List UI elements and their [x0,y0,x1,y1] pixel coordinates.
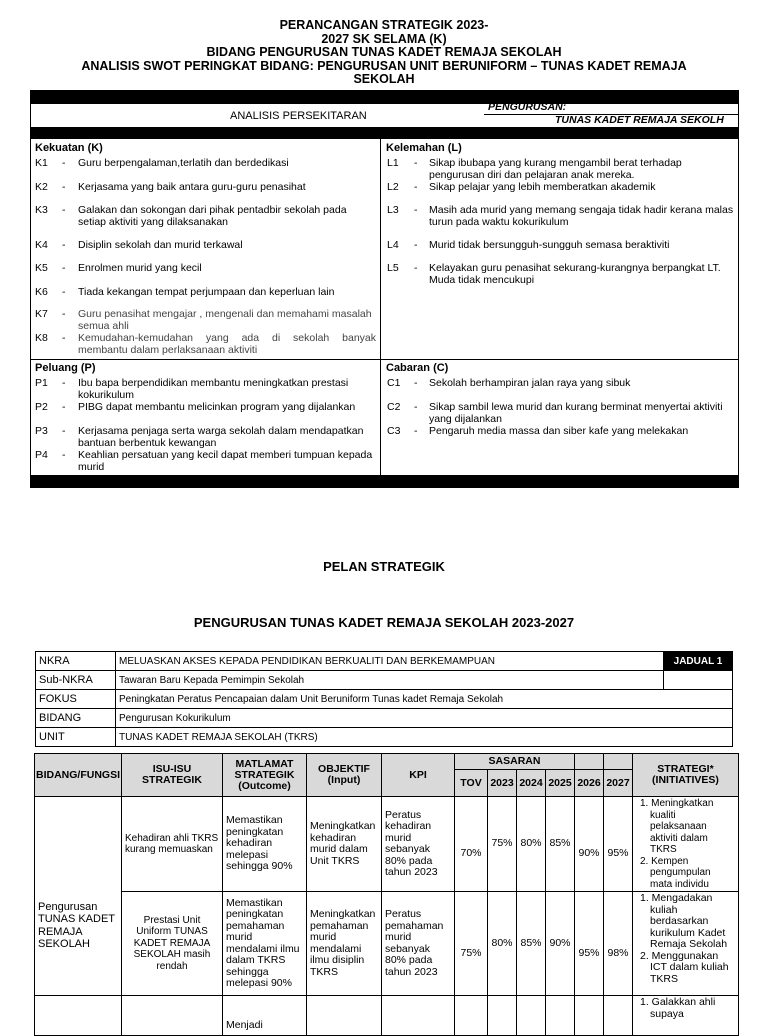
peluang-item-code: P4 [35,449,48,461]
kekuatan-item-text: Enrolmen murid yang kecil [78,262,202,274]
kekuatan-item-dash: - [62,286,66,298]
header-line-2: 2027 SK SELAMA (K) [321,31,447,46]
target-cell: 90% [546,892,575,996]
kekuatan-item-code: K5 [35,262,48,274]
strategi-cell [633,797,739,892]
strategi-list [636,997,735,1020]
swot-horizontal-divider [30,359,739,360]
kelemahan-item-dash: - [414,262,418,274]
header-isu: ISU-ISU STRATEGIK [122,754,223,797]
kekuatan-item-text: Kerjasama yang baik antara guru-guru penasihat [78,181,306,193]
matlamat-cell: Menjadi [223,996,307,1036]
peluang-item-code: P1 [35,377,48,389]
header-tov: TOV [455,770,488,797]
info-value: Pengurusan Kokurikulum [116,709,733,728]
objektif-cell: Meningkatkan pemahaman murid mendalami ilmu disiplin TKRS [307,892,382,996]
info-key: Sub-NKRA [36,671,116,690]
header-year: 2025 [546,770,575,797]
peluang-title: Peluang (P) [35,362,96,374]
swot-vertical-divider [380,139,381,476]
swot-bottom-bar [30,475,739,488]
target-cell: 90% [575,797,604,892]
info-empty-cell [664,671,733,690]
kekuatan-item-code: K2 [35,181,48,193]
target-cell: 75% [488,797,517,892]
info-value: Peningkatan Peratus Pencapaian dalam Unit Beruniform Tunas kadet Remaja Sekolah [116,690,733,709]
target-cell [546,996,575,1036]
env-label: ANALISIS PERSEKITARAN [230,110,367,122]
target-cell: 95% [604,797,633,892]
kelemahan-item-text: Sikap pelajar yang lebih memberatkan akademik [429,181,656,193]
swot-mid-bar [30,127,739,139]
target-cell: 95% [575,892,604,996]
kelemahan-title: Kelemahan (L) [386,142,462,154]
kekuatan-item-dash: - [62,204,66,216]
kekuatan-item-dash: - [62,239,66,251]
kekuatan-item-text: Tiada kekangan tempat perjumpaan dan keperluan lain [78,286,335,298]
bidang-cell: Pengurusan TUNAS KADET REMAJA SEKOLAH [35,797,122,996]
header-line-5: SEKOLAH [353,72,415,86]
header-bidang: BIDANG/FUNGSI [35,754,122,797]
peluang-item-dash: - [62,425,66,437]
info-row-subnkra [36,671,733,690]
swot-top-bar [30,90,739,103]
kelemahan-item-code: L4 [387,239,399,251]
pengurusan-value: TUNAS KADET REMAJA SEKOLH [555,114,724,126]
table-row [35,892,739,996]
kelemahan-item-text: Sikap ibubapa yang kurang mengambil berat terhadap pengurusan diri dan pelajaran anak mereka. [429,157,682,181]
kelemahan-item-dash: - [414,157,418,169]
header-objektif: OBJEKTIF (Input) [307,754,382,797]
info-row-unit [36,728,733,747]
cabaran-item-text: Sikap sambil lewa murid dan kurang berminat menyertai aktiviti yang dijalankan [429,401,723,425]
isu-cell [122,996,223,1036]
peluang-item-text: PIBG dapat membantu melicinkan program yang dijalankan [78,401,356,413]
header-year: 2023 [488,770,517,797]
info-key: UNIT [36,728,116,747]
header-blank [604,754,633,770]
tov-cell: 75% [455,892,488,996]
peluang-item-dash: - [62,449,66,461]
kelemahan-item-text: Masih ada murid yang memang sengaja tidak hadir kerana malas turun pada waktu kokurikulum [429,204,734,228]
cabaran-item-dash: - [414,377,418,389]
cabaran-item-text: Pengaruh media massa dan siber kafe yang melekakan [429,425,689,437]
target-cell: 80% [488,892,517,996]
document-header [30,19,738,87]
strategic-table [34,753,739,1036]
kekuatan-item-text: Guru penasihat mengajar , mengenali dan memahami masalah semua ahli [78,308,372,332]
kekuatan-item-code: K3 [35,204,48,216]
kelemahan-item-code: L5 [387,262,399,274]
kekuatan-item-code: K8 [35,332,48,344]
header-year: 2026 [575,770,604,797]
info-value: MELUASKAN AKSES KEPADA PENDIDIKAN BERKUALITI DAN BERKEMAMPUAN [116,652,664,671]
peluang-item-text: Ibu bapa berpendidikan membantu meningkatkan prestasi kokurikulum [78,377,349,401]
strategi-cell [633,996,739,1036]
kelemahan-item-text: Murid tidak bersungguh-sungguh semasa beraktiviti [429,239,670,251]
header-line-4: ANALISIS SWOT PERINGKAT BIDANG: PENGURUSAN UNIT BERUNIFORM – TUNAS KADET REMAJA [81,58,687,73]
info-key: NKRA [36,652,116,671]
pelan-subtitle: PENGURUSAN TUNAS KADET REMAJA SEKOLAH 2023-2027 [193,615,575,630]
strategi-list [636,893,735,985]
bidang-cell-empty [35,996,122,1036]
target-cell [575,996,604,1036]
header-matlamat: MATLAMAT STRATEGIK (Outcome) [223,754,307,797]
header-year: 2024 [517,770,546,797]
info-row-bidang [36,709,733,728]
kekuatan-item-code: K7 [35,308,48,320]
peluang-item-text: Keahlian persatuan yang kecil dapat memberi tumpuan kepada murid [78,449,373,473]
info-value: Tawaran Baru Kepada Pemimpin Sekolah [116,671,664,690]
strategi-cell [633,892,739,996]
kekuatan-item-dash: - [62,332,66,344]
header-year: 2027 [604,770,633,797]
peluang-item-code: P2 [35,401,48,413]
target-cell: 85% [546,797,575,892]
strategi-item: 1. Galakkan ahli supaya [640,996,716,1020]
strategi-item: 1. Mengadakan kuliah berdasarkan kurikulum Kadet Remaja Sekolah [640,892,728,950]
kpi-cell [382,996,455,1036]
kekuatan-item-text: Galakan dan sokongan dari pihak pentadbir sekolah pada setiap aktiviti yang dilaksanakan [78,204,347,228]
cabaran-item-code: C2 [387,401,401,413]
info-key: FOKUS [36,690,116,709]
header-line-3: BIDANG PENGURUSAN TUNAS KADET REMAJA SEKOLAH [206,45,562,59]
strategi-item: 2. Menggunakan ICT dalam kuliah TKRS [640,949,729,985]
kekuatan-item-code: K6 [35,286,48,298]
info-table [35,651,733,747]
cabaran-item-code: C3 [387,425,401,437]
info-row-fokus [36,690,733,709]
table-row [35,797,739,892]
header-strategi: STRATEGI* (INITIATIVES) [633,754,739,797]
tov-cell [455,996,488,1036]
header-kpi: KPI [382,754,455,797]
kekuatan-item-dash: - [62,308,66,320]
kpi-cell: Peratus kehadiran murid sebanyak 80% pada tahun 2023 [382,797,455,892]
matlamat-cell: Memastikan peningkatan kehadiran melepasi sehingga 90% [223,797,307,892]
header-blank [575,754,604,770]
target-cell [517,996,546,1036]
kekuatan-item-text: Disiplin sekolah dan murid terkawal [78,239,243,251]
cabaran-item-dash: - [414,425,418,437]
kelemahan-item-code: L2 [387,181,399,193]
tov-cell: 70% [455,797,488,892]
strategi-item: 1. Meningkatkan kualiti pelaksanaan aktiviti dalam TKRS [640,798,714,855]
kekuatan-item-dash: - [62,157,66,169]
info-row-nkra [36,652,733,671]
kekuatan-item-text: Guru berpengalaman,terlatih dan berdedikasi [78,157,289,169]
kekuatan-title: Kekuatan (K) [35,142,103,154]
kpi-cell: Peratus pemahaman murid sebanyak 80% pada tahun 2023 [382,892,455,996]
target-cell [488,996,517,1036]
strategi-list [636,798,735,890]
kekuatan-item-dash: - [62,181,66,193]
cabaran-item-code: C1 [387,377,401,389]
info-value: TUNAS KADET REMAJA SEKOLAH (TKRS) [116,728,733,747]
target-cell: 80% [517,797,546,892]
table-row [35,996,739,1036]
matlamat-cell: Memastikan peningkatan pemahaman murid mendalami ilmu dalam TKRS sehingga melepasi 90% [223,892,307,996]
peluang-item-code: P3 [35,425,48,437]
kekuatan-item-dash: - [62,262,66,274]
kekuatan-item-text: Kemudahan-kemudahan yang ada di sekolah banyak membantu dalam perlaksanaan aktiviti [78,332,376,356]
cabaran-item-text: Sekolah berhampiran jalan raya yang sibuk [429,377,631,389]
kelemahan-item-code: L1 [387,157,399,169]
peluang-item-dash: - [62,401,66,413]
info-key: BIDANG [36,709,116,728]
cabaran-title: Cabaran (C) [386,362,449,374]
header-sasaran: SASARAN [455,754,575,770]
peluang-item-dash: - [62,377,66,389]
objektif-cell: Meningkatkan kehadiran murid dalam Unit TKRS [307,797,382,892]
kekuatan-item-code: K4 [35,239,48,251]
table-header-row [35,754,739,770]
kelemahan-item-code: L3 [387,204,399,216]
header-line-1: PERANCANGAN STRATEGIK 2023- [279,18,489,32]
kelemahan-item-dash: - [414,239,418,251]
target-cell: 85% [517,892,546,996]
kelemahan-item-text: Kelayakan guru penasihat sekurang-kurangnya berpangkat LT. Muda tidak mencukupi [429,262,721,286]
kekuatan-item-code: K1 [35,157,48,169]
peluang-item-text: Kerjasama penjaga serta warga sekolah dalam mendapatkan bantuan berbentuk kewangan [78,425,364,449]
isu-cell: Kehadiran ahli TKRS kurang memuaskan [122,797,223,892]
pengurusan-label: PENGURUSAN: [488,101,567,113]
kelemahan-item-dash: - [414,204,418,216]
target-cell [604,996,633,1036]
target-cell: 98% [604,892,633,996]
cabaran-item-dash: - [414,401,418,413]
kelemahan-item-dash: - [414,181,418,193]
isu-cell: Prestasi Unit Uniform TUNAS KADET REMAJA SEKOLAH masih rendah [122,892,223,996]
strategi-item: 2. Kempen pengumpulan mata individu [640,855,711,890]
pelan-title: PELAN STRATEGIK [323,559,445,574]
jadual-label: JADUAL 1 [664,652,733,671]
objektif-cell [307,996,382,1036]
